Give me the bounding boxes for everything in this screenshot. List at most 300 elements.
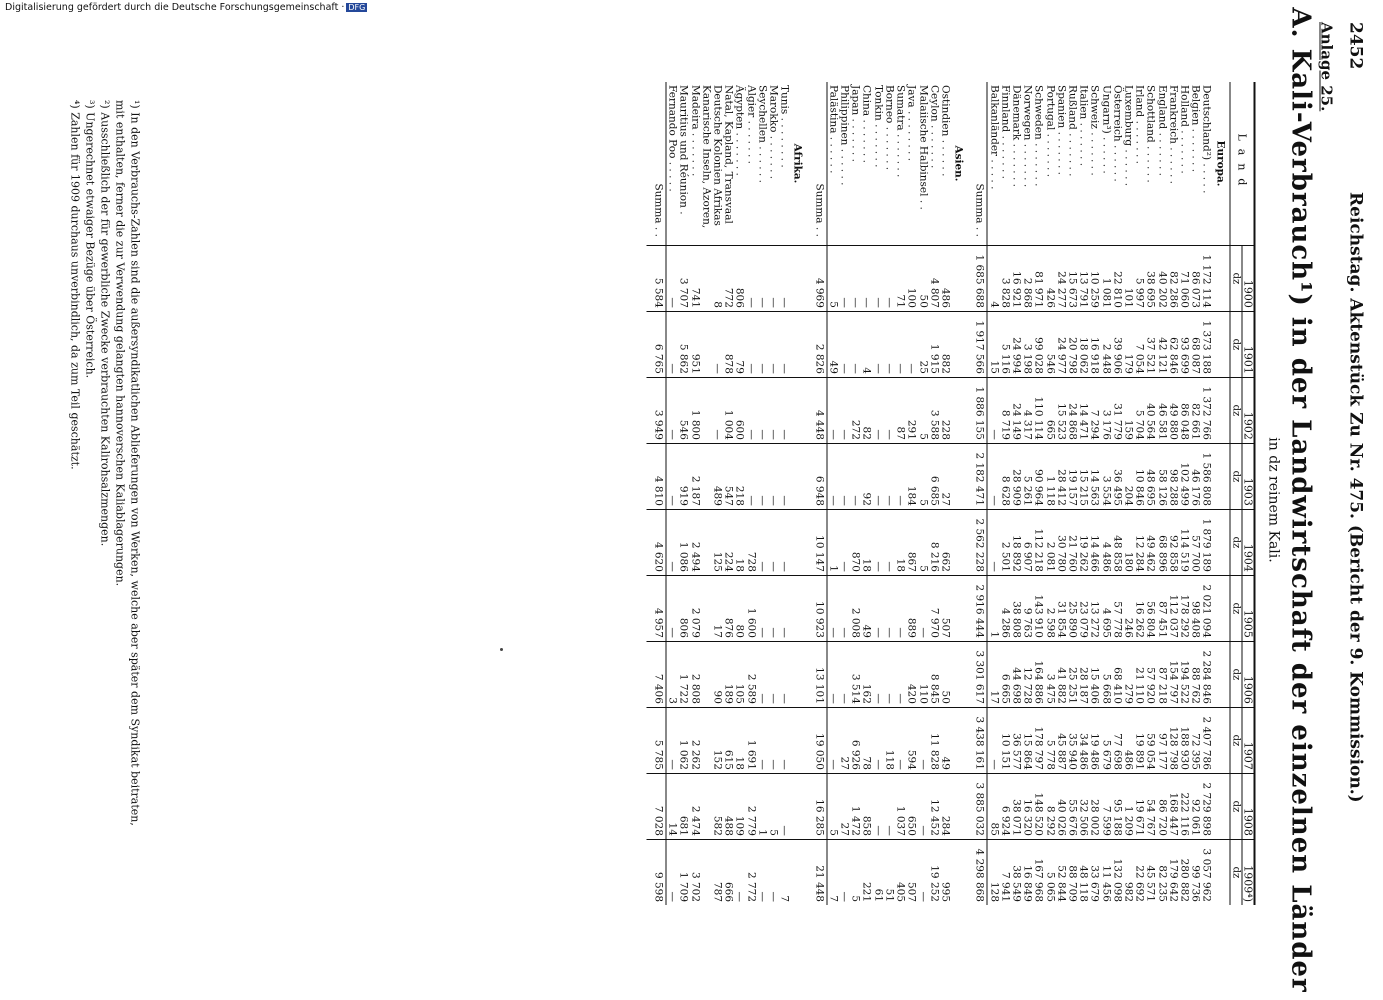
value-cell: 2 262	[688, 707, 699, 773]
value-cell: 3 176	[1099, 377, 1110, 443]
value-cell: —	[894, 575, 905, 641]
value-cell: —	[744, 245, 755, 311]
value-cell: 12 728	[1021, 641, 1032, 707]
table-row	[1066, 82, 1077, 905]
value-cell: 90	[711, 641, 722, 707]
value-cell: 148 520	[1032, 773, 1043, 839]
table-row	[733, 82, 744, 905]
value-cell: —	[756, 377, 767, 443]
value-cell: 222 116	[1178, 773, 1189, 839]
region-name: Afrika.	[791, 143, 804, 184]
country-name: Deutschland²) . . . . .	[1200, 85, 1213, 194]
sum-value: 1 886 155	[967, 377, 987, 443]
sum-value: 10 147	[806, 509, 826, 575]
value-cell: —	[767, 311, 778, 377]
country-name: Java . . . . . . . .	[905, 85, 918, 162]
unit-header: dz	[1229, 641, 1241, 707]
empty-cell	[950, 245, 967, 311]
value-cell: 49	[826, 311, 838, 377]
value-cell: 128 798	[1167, 707, 1178, 773]
value-cell: 2 474	[688, 773, 699, 839]
value-cell: 3 057 962	[1200, 839, 1211, 905]
value-cell: 41 882	[1055, 641, 1066, 707]
value-cell: 995	[939, 839, 950, 905]
value-cell: 12 452	[928, 773, 939, 839]
value-cell: —	[744, 377, 755, 443]
value-cell: 19 262	[1077, 509, 1088, 575]
value-cell: 16 921	[1010, 245, 1021, 311]
value-cell: 92 858	[1167, 509, 1178, 575]
value-cell: —	[872, 443, 883, 509]
value-cell: —	[883, 773, 894, 839]
sum-value: 6 948	[806, 443, 826, 509]
value-cell: 662	[939, 509, 950, 575]
value-cell: 228	[939, 377, 950, 443]
value-cell: 1 915	[928, 311, 939, 377]
empty-cell	[1211, 707, 1229, 773]
value-cell: 5 116	[999, 311, 1010, 377]
table-row	[677, 82, 688, 905]
value-cell: —	[883, 575, 894, 641]
value-cell: —	[872, 773, 883, 839]
value-cell: 92	[860, 443, 871, 509]
value-cell: —	[778, 773, 789, 839]
value-cell: 1 722	[677, 641, 688, 707]
empty-cell	[950, 773, 967, 839]
value-cell: 37 521	[1144, 311, 1155, 377]
country-name: Philippinen . . . . . .	[838, 85, 851, 186]
value-cell: 6 926	[849, 707, 860, 773]
empty-cell	[789, 575, 806, 641]
value-cell: 2 501	[999, 509, 1010, 575]
empty-cell	[950, 509, 967, 575]
table-row	[1010, 82, 1021, 905]
value-cell: 2 008	[849, 575, 860, 641]
value-cell: 5	[916, 377, 927, 443]
value-cell: —	[838, 839, 849, 905]
value-cell: 110 114	[1032, 377, 1043, 443]
value-cell: —	[666, 839, 678, 905]
value-cell: 19 252	[928, 839, 939, 905]
value-cell: 582	[711, 773, 722, 839]
value-cell: 71 060	[1178, 245, 1189, 311]
value-cell: 3	[666, 641, 678, 707]
value-cell: 1 879 189	[1200, 509, 1211, 575]
value-cell: 14 563	[1088, 443, 1099, 509]
country-name: Seychellen . . . . . .	[755, 85, 768, 183]
value-cell: 507	[905, 839, 916, 905]
value-cell: 1 037	[894, 773, 905, 839]
value-cell: 24 277	[1055, 245, 1066, 311]
value-cell: 4 486	[1099, 509, 1110, 575]
sum-value: 2 562 228	[967, 509, 987, 575]
sum-label: Summa . .	[967, 82, 987, 245]
footnote-1b: mit enthalten, ferner die zur Verwendung gelangten hannoverschen Kaliablagerungen.	[113, 100, 126, 587]
country-name: Borneo . . . . . . .	[882, 85, 895, 171]
value-cell: 6 924	[999, 773, 1010, 839]
value-cell: 7 970	[928, 575, 939, 641]
empty-cell	[950, 575, 967, 641]
value-cell: 10 846	[1133, 443, 1144, 509]
value-cell: 246	[1122, 575, 1133, 641]
value-cell: 665	[1043, 377, 1054, 443]
value-cell: 22 692	[1133, 839, 1144, 905]
value-cell: 19 157	[1066, 443, 1077, 509]
value-cell: 5 704	[1133, 377, 1144, 443]
value-cell: 27	[838, 707, 849, 773]
sum-value: 4 957	[646, 575, 666, 641]
value-cell: 50	[916, 245, 927, 311]
empty-cell	[950, 443, 967, 509]
value-cell: 25 251	[1066, 641, 1077, 707]
value-cell: 19 891	[1133, 707, 1144, 773]
value-cell: 179 642	[1167, 839, 1178, 905]
value-cell: —	[916, 773, 927, 839]
value-cell: 13 791	[1077, 245, 1088, 311]
value-cell: 486	[1122, 707, 1133, 773]
value-cell: —	[838, 443, 849, 509]
empty-cell	[789, 641, 806, 707]
value-cell: 867	[905, 509, 916, 575]
value-cell: 2 187	[688, 443, 699, 509]
value-cell: 35 940	[1066, 707, 1077, 773]
table-row	[999, 82, 1010, 905]
value-cell: 5	[826, 245, 838, 311]
value-cell: 3 475	[1043, 641, 1054, 707]
value-cell: 13 272	[1088, 575, 1099, 641]
value-cell: 114 519	[1178, 509, 1189, 575]
value-cell: —	[756, 311, 767, 377]
value-cell: 1 372 766	[1200, 377, 1211, 443]
value-cell: 86 073	[1189, 245, 1200, 311]
country-name: Österreich . . . . . .	[1110, 85, 1123, 182]
value-cell: 23 079	[1077, 575, 1088, 641]
value-cell: 45 887	[1055, 707, 1066, 773]
table-row	[700, 82, 711, 905]
empty-cell	[789, 377, 806, 443]
value-cell: 45 571	[1144, 839, 1155, 905]
country-name: Palästina . . . . . .	[826, 85, 839, 174]
value-cell: 48 695	[1144, 443, 1155, 509]
value-cell: 31 779	[1111, 377, 1122, 443]
year-header: 1905	[1241, 575, 1254, 641]
value-cell: 15 215	[1077, 443, 1088, 509]
value-cell: 49	[860, 575, 871, 641]
country-name: Fernando Poo . . . . .	[666, 85, 679, 192]
value-cell: 178 797	[1032, 707, 1043, 773]
value-cell: 25	[916, 311, 927, 377]
value-cell: —	[838, 311, 849, 377]
value-cell: 180	[1122, 509, 1133, 575]
value-cell: 15 523	[1055, 377, 1066, 443]
value-cell: 88 762	[1189, 641, 1200, 707]
value-cell: 33 679	[1088, 839, 1099, 905]
sum-value: 3 949	[646, 377, 666, 443]
sum-value: 7 028	[646, 773, 666, 839]
value-cell: 58 126	[1155, 443, 1166, 509]
value-cell: 31 854	[1055, 575, 1066, 641]
empty-cell	[789, 245, 806, 311]
value-cell: 951	[688, 311, 699, 377]
value-cell: —	[666, 707, 678, 773]
value-cell: 882	[939, 311, 950, 377]
footnotes	[66, 100, 141, 960]
value-cell: 38 549	[1010, 839, 1021, 905]
table-row	[1133, 82, 1144, 905]
value-cell: 56 804	[1144, 575, 1155, 641]
table-row	[1043, 82, 1054, 905]
table-row	[756, 82, 767, 905]
value-cell	[700, 773, 711, 839]
value-cell: 20 798	[1066, 311, 1077, 377]
value-cell: 878	[722, 311, 733, 377]
value-cell: 112 218	[1032, 509, 1043, 575]
value-cell: 5	[826, 773, 838, 839]
value-cell: —	[860, 245, 871, 311]
value-cell: 18	[894, 509, 905, 575]
value-cell: 1 172 114	[1200, 245, 1211, 311]
dfg-logo: DFG	[348, 3, 366, 12]
value-cell: 6 685	[928, 443, 939, 509]
value-cell: 18	[733, 707, 744, 773]
value-cell: 16 849	[1021, 839, 1032, 905]
value-cell: 3 588	[928, 377, 939, 443]
value-cell: 488	[722, 773, 733, 839]
value-cell: 5	[916, 443, 927, 509]
value-cell: 681	[677, 773, 688, 839]
table-row	[722, 82, 733, 905]
value-cell	[700, 641, 711, 707]
value-cell: 85	[987, 773, 999, 839]
value-cell: 184	[905, 443, 916, 509]
value-cell: 15 673	[1066, 245, 1077, 311]
value-cell: 17	[987, 641, 999, 707]
value-cell: 19 486	[1088, 707, 1099, 773]
value-cell: 2 494	[688, 509, 699, 575]
value-cell: 40 026	[1055, 773, 1066, 839]
value-cell: —	[916, 575, 927, 641]
value-cell: 7 294	[1088, 377, 1099, 443]
country-name: Schweden . . . . . . .	[1032, 85, 1045, 187]
value-cell: 152	[711, 707, 722, 773]
country-name: Madeira . . . . . . .	[688, 85, 701, 177]
value-cell: 178 292	[1178, 575, 1189, 641]
empty-cell	[1211, 377, 1229, 443]
country-name: Mauritius und Réunion .	[677, 85, 690, 215]
value-cell: —	[905, 311, 916, 377]
value-cell: —	[666, 509, 678, 575]
country-name: Belgien . . . . . . .	[1189, 85, 1202, 173]
value-cell: 18 892	[1010, 509, 1021, 575]
country-name: Spanien . . . . . . .	[1054, 85, 1067, 175]
value-cell: 7 054	[1133, 311, 1144, 377]
value-cell: 600	[733, 377, 744, 443]
unit-header: dz	[1229, 443, 1241, 509]
value-cell: —	[778, 443, 789, 509]
value-cell: 48 858	[1111, 509, 1122, 575]
country-name: Holland . . . . . . .	[1177, 85, 1190, 174]
value-cell: 98 288	[1167, 443, 1178, 509]
value-cell: —	[894, 641, 905, 707]
value-cell: 2 021 094	[1200, 575, 1211, 641]
table-row	[860, 82, 871, 905]
country-name: England . . . . . . .	[1155, 85, 1168, 176]
value-cell: —	[826, 707, 838, 773]
value-cell: 426	[1043, 245, 1054, 311]
value-cell: 2 284 846	[1200, 641, 1211, 707]
unit-header: dz	[1229, 311, 1241, 377]
value-cell: 291	[905, 377, 916, 443]
country-name: Ostindien . . . . . .	[938, 85, 951, 177]
unit-header: dz	[1229, 773, 1241, 839]
year-header: 1904	[1241, 509, 1254, 575]
value-cell: 128	[987, 839, 999, 905]
value-cell: 28 187	[1077, 641, 1088, 707]
value-cell: 507	[939, 575, 950, 641]
value-cell: 547	[722, 443, 733, 509]
value-cell: 224	[722, 509, 733, 575]
sum-value: 3 885 032	[967, 773, 987, 839]
value-cell	[700, 707, 711, 773]
table-row	[905, 82, 916, 905]
table-row	[939, 82, 950, 905]
value-cell: 82 286	[1167, 245, 1178, 311]
value-cell: 4	[860, 311, 871, 377]
value-cell: 15 864	[1021, 707, 1032, 773]
value-cell: —	[756, 839, 767, 905]
page-title: A. Kali-Verbrauch¹) in der Landwirtschaft der einzelnen Länder	[1285, 7, 1315, 993]
sum-value: 4 969	[806, 245, 826, 311]
unit-header: dz	[1229, 509, 1241, 575]
country-name: Ceylon . . . . . . .	[927, 85, 940, 169]
value-cell: 1	[826, 509, 838, 575]
country-name: Luxemburg . . . . . .	[1121, 85, 1134, 187]
value-cell: 88 709	[1066, 839, 1077, 905]
value-cell: 2 407 786	[1200, 707, 1211, 773]
value-cell: —	[666, 443, 678, 509]
empty-cell	[789, 311, 806, 377]
table-row	[1099, 82, 1110, 905]
value-cell: 5 668	[1099, 641, 1110, 707]
country-name: Natal, Kapland, Transvaal	[722, 85, 735, 224]
value-cell: 12 284	[1133, 509, 1144, 575]
table-row	[1178, 82, 1189, 905]
region-row	[1211, 82, 1229, 905]
value-cell: 30 780	[1055, 509, 1066, 575]
empty-cell	[1211, 443, 1229, 509]
value-cell: 858	[860, 773, 871, 839]
value-cell: 1 586 808	[1200, 443, 1211, 509]
value-cell: 11 828	[928, 707, 939, 773]
value-cell: 99 736	[1189, 839, 1200, 905]
empty-cell	[789, 839, 806, 905]
value-cell: 38 695	[1144, 245, 1155, 311]
value-cell: 7 599	[1099, 773, 1110, 839]
sum-value: 2 182 471	[967, 443, 987, 509]
value-cell: 615	[722, 707, 733, 773]
table-row	[849, 82, 860, 905]
value-cell: 28 002	[1088, 773, 1099, 839]
value-cell: 870	[849, 509, 860, 575]
value-cell: 167 968	[1032, 839, 1043, 905]
value-cell: 100	[905, 245, 916, 311]
value-cell: 42 121	[1155, 311, 1166, 377]
value-cell: —	[883, 509, 894, 575]
value-cell: 2 729 898	[1200, 773, 1211, 839]
value-cell: 666	[722, 839, 733, 905]
value-cell: —	[711, 311, 722, 377]
empty-cell	[1211, 773, 1229, 839]
value-cell: 132 098	[1111, 839, 1122, 905]
value-cell: 77 698	[1111, 707, 1122, 773]
value-cell: 93 699	[1178, 311, 1189, 377]
value-cell: 15 406	[1088, 641, 1099, 707]
value-cell: 2 448	[1099, 311, 1110, 377]
table-row	[1055, 82, 1066, 905]
value-cell: 97 177	[1155, 707, 1166, 773]
value-cell: —	[756, 641, 767, 707]
value-cell: —	[756, 509, 767, 575]
value-cell: 6 907	[1021, 509, 1032, 575]
value-cell: 34 486	[1077, 707, 1088, 773]
value-cell: 188 930	[1178, 707, 1189, 773]
value-cell: —	[778, 707, 789, 773]
value-cell: 112 037	[1167, 575, 1178, 641]
value-cell: —	[744, 443, 755, 509]
value-cell: 154 797	[1167, 641, 1178, 707]
value-cell: —	[778, 575, 789, 641]
sum-row	[967, 82, 987, 905]
value-cell: 594	[905, 707, 916, 773]
page-number: 2452	[1345, 22, 1365, 70]
value-cell: —	[767, 839, 778, 905]
value-cell: 1 081	[1099, 245, 1110, 311]
value-cell: —	[849, 245, 860, 311]
value-cell: 3 702	[688, 839, 699, 905]
value-cell: —	[778, 377, 789, 443]
value-cell: 49 880	[1167, 377, 1178, 443]
potash-consumption-table	[646, 82, 1255, 905]
table-row	[883, 82, 894, 905]
value-cell: 59 054	[1144, 707, 1155, 773]
table-row	[894, 82, 905, 905]
land-header: Land	[1229, 82, 1254, 245]
value-cell: 46 581	[1155, 377, 1166, 443]
value-cell: 1	[756, 773, 767, 839]
value-cell: 279	[1122, 641, 1133, 707]
value-cell: 17	[711, 575, 722, 641]
country-name: Dänemark . . . . . . .	[1009, 85, 1022, 187]
value-cell: 4 286	[999, 575, 1010, 641]
value-cell: —	[666, 377, 678, 443]
unit-header: dz	[1229, 839, 1241, 905]
value-cell: 5	[849, 839, 860, 905]
running-header	[1331, 22, 1365, 978]
value-cell: 50	[939, 641, 950, 707]
value-cell: 25 890	[1066, 575, 1077, 641]
value-cell: 118	[883, 707, 894, 773]
table-row	[688, 82, 699, 905]
country-name: Rußland . . . . . . .	[1065, 85, 1078, 177]
table-row	[1122, 82, 1133, 905]
footnote-3: ³) Ungerechnet etwaiger Bezüge über Österreich.	[83, 100, 96, 379]
country-name: Algier . . . . . . .	[744, 85, 757, 164]
value-cell	[700, 245, 711, 311]
value-cell: 24 868	[1066, 377, 1077, 443]
value-cell: 14 471	[1077, 377, 1088, 443]
value-cell: 80	[733, 575, 744, 641]
value-cell: —	[778, 509, 789, 575]
